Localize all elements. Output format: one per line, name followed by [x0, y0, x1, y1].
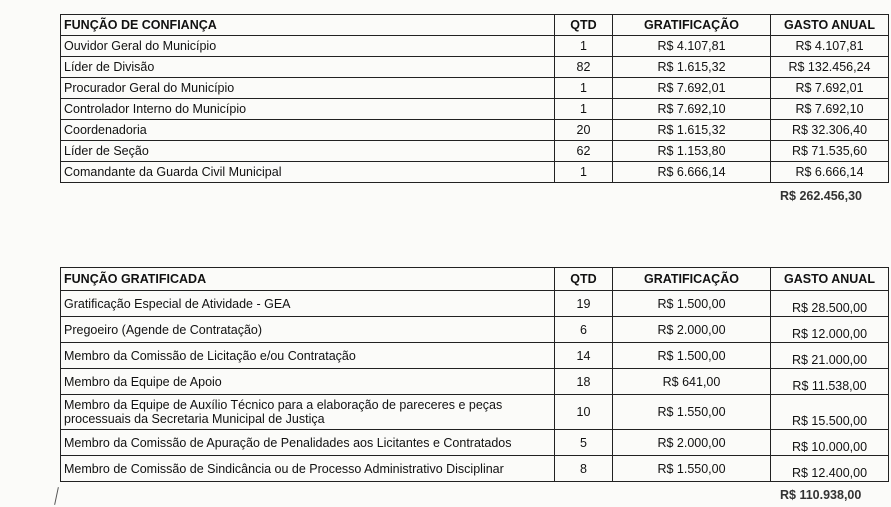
cell-gratificacao: R$ 4.107,81: [613, 36, 771, 57]
column-header-gratificacao: GRATIFICAÇÃO: [613, 268, 771, 291]
cell-gasto-anual: R$ 12.400,00: [771, 456, 889, 482]
cell-funcao: Gratificação Especial de Atividade - GEA: [61, 291, 555, 317]
cell-gratificacao: R$ 1.615,32: [613, 57, 771, 78]
funcao-gratificada-table: [60, 267, 889, 482]
cell-gratificacao: R$ 1.500,00: [613, 291, 771, 317]
cell-funcao: Membro da Comissão de Licitação e/ou Contratação: [61, 343, 555, 369]
funcao-confianca-table: [60, 14, 889, 183]
column-header-funcao: FUNÇÃO DE CONFIANÇA: [61, 15, 555, 36]
pen-mark: [54, 487, 59, 505]
cell-gasto-anual: R$ 11.538,00: [771, 369, 889, 395]
cell-gratificacao: R$ 2.000,00: [613, 317, 771, 343]
cell-qtd: 1: [555, 99, 613, 120]
cell-gasto-anual: R$ 7.692,01: [771, 78, 889, 99]
column-header-gasto-anual: GASTO ANUAL: [771, 268, 889, 291]
cell-qtd: 8: [555, 456, 613, 482]
table-row: [61, 99, 889, 120]
table-header-row: [61, 15, 889, 36]
total-funcao-confianca: R$ 262.456,30: [780, 189, 863, 203]
cell-funcao: Procurador Geral do Município: [61, 78, 555, 99]
cell-gratificacao: R$ 641,00: [613, 369, 771, 395]
cell-qtd: 5: [555, 430, 613, 456]
cell-funcao: Membro da Comissão de Apuração de Penalidades aos Licitantes e Contratados: [61, 430, 555, 456]
table-row: [61, 456, 889, 482]
cell-funcao: Membro da Equipe de Apoio: [61, 369, 555, 395]
cell-gratificacao: R$ 1.550,00: [613, 456, 771, 482]
table-row: [61, 120, 889, 141]
cell-gasto-anual: R$ 6.666,14: [771, 162, 889, 183]
cell-qtd: 19: [555, 291, 613, 317]
column-header-qtd: QTD: [555, 268, 613, 291]
cell-funcao: Controlador Interno do Município: [61, 99, 555, 120]
cell-funcao: Pregoeiro (Agende de Contratação): [61, 317, 555, 343]
table-row: [61, 36, 889, 57]
cell-gasto-anual: R$ 15.500,00: [771, 395, 889, 430]
cell-gasto-anual: R$ 32.306,40: [771, 120, 889, 141]
cell-qtd: 18: [555, 369, 613, 395]
cell-gasto-anual: R$ 21.000,00: [771, 343, 889, 369]
cell-funcao: Líder de Seção: [61, 141, 555, 162]
table-header-row: [61, 268, 889, 291]
cell-gasto-anual: R$ 71.535,60: [771, 141, 889, 162]
table-row: [61, 291, 889, 317]
cell-qtd: 62: [555, 141, 613, 162]
total-funcao-gratificada: R$ 110.938,00: [780, 488, 862, 502]
table-row: [61, 317, 889, 343]
cell-gratificacao: R$ 7.692,01: [613, 78, 771, 99]
cell-gratificacao: R$ 7.692,10: [613, 99, 771, 120]
cell-funcao: Coordenadoria: [61, 120, 555, 141]
cell-gasto-anual: R$ 28.500,00: [771, 291, 889, 317]
cell-gasto-anual: R$ 132.456,24: [771, 57, 889, 78]
column-header-qtd: QTD: [555, 15, 613, 36]
table-row: [61, 162, 889, 183]
table-row: [61, 395, 889, 430]
cell-qtd: 14: [555, 343, 613, 369]
cell-gratificacao: R$ 1.615,32: [613, 120, 771, 141]
column-header-funcao: FUNÇÃO GRATIFICADA: [61, 268, 555, 291]
table-row: [61, 141, 889, 162]
cell-gasto-anual: R$ 4.107,81: [771, 36, 889, 57]
table-row: [61, 57, 889, 78]
table-row: [61, 78, 889, 99]
cell-gratificacao: R$ 6.666,14: [613, 162, 771, 183]
cell-funcao: Ouvidor Geral do Município: [61, 36, 555, 57]
cell-qtd: 1: [555, 162, 613, 183]
table-row: [61, 430, 889, 456]
table-row: [61, 343, 889, 369]
cell-gasto-anual: R$ 7.692,10: [771, 99, 889, 120]
cell-qtd: 6: [555, 317, 613, 343]
cell-gasto-anual: R$ 10.000,00: [771, 430, 889, 456]
cell-funcao: Comandante da Guarda Civil Municipal: [61, 162, 555, 183]
cell-gratificacao: R$ 1.500,00: [613, 343, 771, 369]
table-row: [61, 369, 889, 395]
cell-gratificacao: R$ 1.550,00: [613, 395, 771, 430]
cell-gratificacao: R$ 2.000,00: [613, 430, 771, 456]
cell-funcao: Membro da Equipe de Auxílio Técnico para a elaboração de pareceres e peças processuais da Secretaria Municipal de Justiça: [61, 395, 555, 430]
cell-funcao: Membro de Comissão de Sindicância ou de Processo Administrativo Disciplinar: [61, 456, 555, 482]
column-header-gasto-anual: GASTO ANUAL: [771, 15, 889, 36]
cell-gratificacao: R$ 1.153,80: [613, 141, 771, 162]
cell-qtd: 82: [555, 57, 613, 78]
cell-qtd: 1: [555, 78, 613, 99]
cell-qtd: 10: [555, 395, 613, 430]
cell-funcao: Líder de Divisão: [61, 57, 555, 78]
column-header-gratificacao: GRATIFICAÇÃO: [613, 15, 771, 36]
cell-qtd: 1: [555, 36, 613, 57]
cell-gasto-anual: R$ 12.000,00: [771, 317, 889, 343]
cell-qtd: 20: [555, 120, 613, 141]
